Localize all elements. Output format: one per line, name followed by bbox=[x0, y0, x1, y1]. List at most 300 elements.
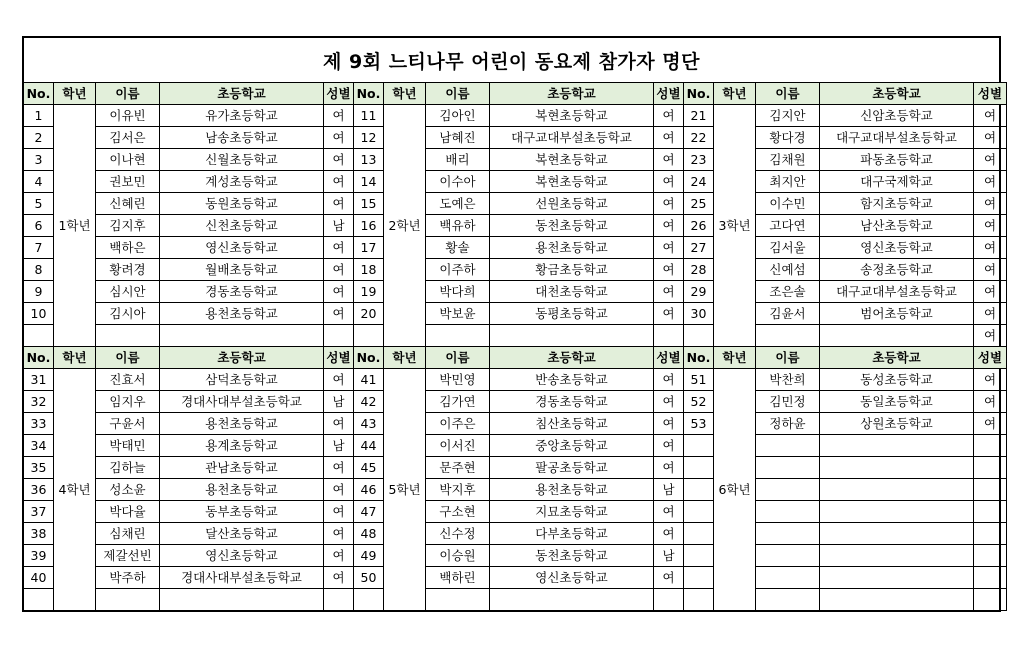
participant-gender: 여 bbox=[654, 237, 684, 259]
participant-school: 동천초등학교 bbox=[490, 545, 654, 567]
table-row bbox=[24, 259, 1007, 281]
participant-name: 박주하 bbox=[96, 567, 160, 589]
participant-no: 43 bbox=[354, 413, 384, 435]
participant-school: 상원초등학교 bbox=[820, 413, 974, 435]
table-row bbox=[24, 567, 1007, 589]
participant-school: 영신초등학교 bbox=[160, 545, 324, 567]
participant-gender: 여 bbox=[654, 457, 684, 479]
participant-school: 신월초등학교 bbox=[160, 149, 324, 171]
table-row bbox=[24, 369, 1007, 391]
participant-name: 배리 bbox=[426, 149, 490, 171]
participant-school: 복현초등학교 bbox=[490, 149, 654, 171]
participant-school: 유가초등학교 bbox=[160, 105, 324, 127]
participant-name: 김시아 bbox=[96, 303, 160, 325]
participant-no: 14 bbox=[354, 171, 384, 193]
participant-name bbox=[756, 457, 820, 479]
participant-name: 김지안 bbox=[756, 105, 820, 127]
header-school: 초등학교 bbox=[490, 347, 654, 369]
participant-no: 41 bbox=[354, 369, 384, 391]
participant-gender: 여 bbox=[324, 369, 354, 391]
participant-school: 경대사대부설초등학교 bbox=[160, 391, 324, 413]
participant-gender: 여 bbox=[324, 545, 354, 567]
participant-gender: 여 bbox=[324, 105, 354, 127]
participant-no: 10 bbox=[24, 303, 54, 325]
participant-school bbox=[160, 325, 324, 347]
participant-gender: 여 bbox=[324, 413, 354, 435]
participant-gender: 여 bbox=[324, 479, 354, 501]
participant-gender: 여 bbox=[974, 237, 1007, 259]
table-row bbox=[24, 281, 1007, 303]
page-title: 제 9회 느티나무 어린이 동요제 참가자 명단 bbox=[323, 50, 700, 73]
participant-name: 이수민 bbox=[756, 193, 820, 215]
table-row bbox=[24, 171, 1007, 193]
participant-school: 침산초등학교 bbox=[490, 413, 654, 435]
participant-school: 경동초등학교 bbox=[490, 391, 654, 413]
participant-no bbox=[684, 457, 714, 479]
participant-school: 동천초등학교 bbox=[490, 215, 654, 237]
participant-no: 9 bbox=[24, 281, 54, 303]
header-no: No. bbox=[684, 83, 714, 105]
participant-name bbox=[96, 589, 160, 611]
participant-school bbox=[820, 567, 974, 589]
participant-school: 동부초등학교 bbox=[160, 501, 324, 523]
participant-school: 송정초등학교 bbox=[820, 259, 974, 281]
participant-no bbox=[354, 589, 384, 611]
participant-no: 31 bbox=[24, 369, 54, 391]
participant-gender bbox=[324, 589, 354, 611]
participant-school: 삼덕초등학교 bbox=[160, 369, 324, 391]
participant-no: 1 bbox=[24, 105, 54, 127]
participant-name: 구소현 bbox=[426, 501, 490, 523]
participant-name bbox=[756, 545, 820, 567]
participant-no: 2 bbox=[24, 127, 54, 149]
participant-school: 남송초등학교 bbox=[160, 127, 324, 149]
participant-no: 45 bbox=[354, 457, 384, 479]
participant-gender: 남 bbox=[324, 391, 354, 413]
participant-gender bbox=[974, 457, 1007, 479]
participant-gender: 여 bbox=[324, 523, 354, 545]
participant-no: 36 bbox=[24, 479, 54, 501]
participant-gender: 남 bbox=[654, 545, 684, 567]
participant-school: 용천초등학교 bbox=[160, 479, 324, 501]
participant-gender: 여 bbox=[974, 325, 1007, 347]
participant-name: 이승원 bbox=[426, 545, 490, 567]
participant-name bbox=[756, 435, 820, 457]
header-grade: 학년 bbox=[714, 347, 756, 369]
participant-gender: 여 bbox=[654, 281, 684, 303]
participant-name: 박다율 bbox=[96, 501, 160, 523]
header-grade: 학년 bbox=[384, 347, 426, 369]
participant-no: 39 bbox=[24, 545, 54, 567]
participant-gender: 남 bbox=[324, 435, 354, 457]
header-grade: 학년 bbox=[714, 83, 756, 105]
participant-gender bbox=[974, 523, 1007, 545]
participant-gender: 여 bbox=[324, 237, 354, 259]
participant-gender: 여 bbox=[654, 171, 684, 193]
participant-name bbox=[756, 325, 820, 347]
participant-name: 구윤서 bbox=[96, 413, 160, 435]
participant-gender bbox=[974, 545, 1007, 567]
header-gender: 성별 bbox=[654, 83, 684, 105]
header-row bbox=[24, 83, 1007, 105]
participant-school: 대천초등학교 bbox=[490, 281, 654, 303]
participant-no: 50 bbox=[354, 567, 384, 589]
participant-school: 동성초등학교 bbox=[820, 369, 974, 391]
participant-gender: 여 bbox=[654, 149, 684, 171]
participant-no: 40 bbox=[24, 567, 54, 589]
participant-no: 32 bbox=[24, 391, 54, 413]
participant-no: 28 bbox=[684, 259, 714, 281]
table-row bbox=[24, 303, 1007, 325]
participant-no: 15 bbox=[354, 193, 384, 215]
participant-gender: 여 bbox=[974, 149, 1007, 171]
header-row bbox=[24, 347, 1007, 369]
participant-name bbox=[426, 325, 490, 347]
participant-gender: 여 bbox=[324, 149, 354, 171]
table-row bbox=[24, 237, 1007, 259]
participant-no: 23 bbox=[684, 149, 714, 171]
participant-gender: 여 bbox=[654, 105, 684, 127]
participant-school: 파동초등학교 bbox=[820, 149, 974, 171]
participant-school: 경동초등학교 bbox=[160, 281, 324, 303]
participant-name: 이주은 bbox=[426, 413, 490, 435]
header-grade: 학년 bbox=[384, 83, 426, 105]
roster-table-bottom bbox=[23, 346, 1007, 611]
participant-school bbox=[490, 589, 654, 611]
participant-name: 신혜린 bbox=[96, 193, 160, 215]
participant-no: 49 bbox=[354, 545, 384, 567]
participant-gender: 여 bbox=[324, 171, 354, 193]
grade-label: 2학년 bbox=[384, 105, 426, 347]
table-row bbox=[24, 105, 1007, 127]
participant-no bbox=[24, 325, 54, 347]
participant-no: 25 bbox=[684, 193, 714, 215]
header-school: 초등학교 bbox=[490, 83, 654, 105]
participant-gender: 여 bbox=[324, 127, 354, 149]
participant-no: 6 bbox=[24, 215, 54, 237]
participant-no: 29 bbox=[684, 281, 714, 303]
participant-no: 7 bbox=[24, 237, 54, 259]
participant-name: 박지후 bbox=[426, 479, 490, 501]
participant-no: 27 bbox=[684, 237, 714, 259]
header-no: No. bbox=[684, 347, 714, 369]
participant-name: 이유빈 bbox=[96, 105, 160, 127]
header-grade: 학년 bbox=[54, 347, 96, 369]
participant-school bbox=[820, 501, 974, 523]
participant-name: 이수아 bbox=[426, 171, 490, 193]
header-no: No. bbox=[354, 83, 384, 105]
table-row bbox=[24, 479, 1007, 501]
participant-gender: 여 bbox=[654, 259, 684, 281]
table-row bbox=[24, 435, 1007, 457]
participant-gender bbox=[974, 501, 1007, 523]
participant-no bbox=[684, 501, 714, 523]
participant-school: 중앙초등학교 bbox=[490, 435, 654, 457]
participant-gender: 여 bbox=[654, 501, 684, 523]
participant-gender bbox=[324, 325, 354, 347]
header-gender: 성별 bbox=[974, 83, 1007, 105]
participant-name bbox=[426, 589, 490, 611]
participant-no bbox=[684, 435, 714, 457]
participant-school: 용천초등학교 bbox=[160, 413, 324, 435]
participant-name: 박태민 bbox=[96, 435, 160, 457]
table-row bbox=[24, 391, 1007, 413]
participant-school: 계성초등학교 bbox=[160, 171, 324, 193]
participant-school bbox=[160, 589, 324, 611]
participant-no: 24 bbox=[684, 171, 714, 193]
participant-school: 달산초등학교 bbox=[160, 523, 324, 545]
header-no: No. bbox=[24, 347, 54, 369]
participant-name: 황솔 bbox=[426, 237, 490, 259]
table-row bbox=[24, 149, 1007, 171]
participant-name: 남혜진 bbox=[426, 127, 490, 149]
participant-no bbox=[24, 589, 54, 611]
participant-gender: 여 bbox=[974, 281, 1007, 303]
participant-no: 12 bbox=[354, 127, 384, 149]
participant-no: 47 bbox=[354, 501, 384, 523]
participant-no: 52 bbox=[684, 391, 714, 413]
participant-school: 동원초등학교 bbox=[160, 193, 324, 215]
grade-label: 5학년 bbox=[384, 369, 426, 611]
table-row bbox=[24, 501, 1007, 523]
header-gender: 성별 bbox=[324, 347, 354, 369]
table-row bbox=[24, 545, 1007, 567]
participant-name: 김하늘 bbox=[96, 457, 160, 479]
participant-gender bbox=[974, 567, 1007, 589]
participant-gender: 여 bbox=[654, 413, 684, 435]
header-name: 이름 bbox=[426, 83, 490, 105]
participant-no: 17 bbox=[354, 237, 384, 259]
participant-no: 35 bbox=[24, 457, 54, 479]
participant-school: 복현초등학교 bbox=[490, 171, 654, 193]
participant-no: 21 bbox=[684, 105, 714, 127]
participant-no: 44 bbox=[354, 435, 384, 457]
header-gender: 성별 bbox=[974, 347, 1007, 369]
participant-no bbox=[684, 589, 714, 611]
participant-name bbox=[756, 479, 820, 501]
participant-name: 백하은 bbox=[96, 237, 160, 259]
participant-school: 복현초등학교 bbox=[490, 105, 654, 127]
header-no: No. bbox=[24, 83, 54, 105]
participant-no: 38 bbox=[24, 523, 54, 545]
participant-gender: 여 bbox=[654, 369, 684, 391]
table-row bbox=[24, 457, 1007, 479]
participant-gender: 여 bbox=[654, 215, 684, 237]
participant-no: 18 bbox=[354, 259, 384, 281]
participant-gender: 여 bbox=[324, 193, 354, 215]
participant-no: 26 bbox=[684, 215, 714, 237]
participant-name: 김가연 bbox=[426, 391, 490, 413]
participant-gender: 여 bbox=[974, 259, 1007, 281]
participant-no: 19 bbox=[354, 281, 384, 303]
participant-gender: 여 bbox=[974, 105, 1007, 127]
participant-no: 53 bbox=[684, 413, 714, 435]
participant-school: 용천초등학교 bbox=[490, 479, 654, 501]
participant-school bbox=[490, 325, 654, 347]
header-name: 이름 bbox=[756, 347, 820, 369]
participant-no: 30 bbox=[684, 303, 714, 325]
header-no: No. bbox=[354, 347, 384, 369]
participant-school: 용천초등학교 bbox=[160, 303, 324, 325]
participant-no: 46 bbox=[354, 479, 384, 501]
table-row bbox=[24, 589, 1007, 611]
participant-name: 김아인 bbox=[426, 105, 490, 127]
participant-school: 신암초등학교 bbox=[820, 105, 974, 127]
participant-gender: 남 bbox=[324, 215, 354, 237]
participant-gender: 여 bbox=[324, 567, 354, 589]
participant-gender: 여 bbox=[974, 303, 1007, 325]
participant-school: 대구교대부설초등학교 bbox=[820, 127, 974, 149]
table-row bbox=[24, 127, 1007, 149]
participant-gender bbox=[974, 435, 1007, 457]
participant-gender: 여 bbox=[324, 303, 354, 325]
participant-school: 경대사대부설초등학교 bbox=[160, 567, 324, 589]
participant-name: 심시안 bbox=[96, 281, 160, 303]
participant-name: 백유하 bbox=[426, 215, 490, 237]
header-gender: 성별 bbox=[324, 83, 354, 105]
participant-name: 신예섬 bbox=[756, 259, 820, 281]
participant-school: 용천초등학교 bbox=[490, 237, 654, 259]
participant-name bbox=[756, 523, 820, 545]
header-gender: 성별 bbox=[654, 347, 684, 369]
participant-name: 박보윤 bbox=[426, 303, 490, 325]
participant-school: 월배초등학교 bbox=[160, 259, 324, 281]
participant-no bbox=[684, 325, 714, 347]
participant-name: 김민정 bbox=[756, 391, 820, 413]
participant-school: 지묘초등학교 bbox=[490, 501, 654, 523]
participant-no: 42 bbox=[354, 391, 384, 413]
participant-school bbox=[820, 479, 974, 501]
participant-gender: 남 bbox=[654, 479, 684, 501]
participant-gender: 여 bbox=[324, 457, 354, 479]
participant-name: 제갈선빈 bbox=[96, 545, 160, 567]
participant-no: 3 bbox=[24, 149, 54, 171]
participant-school: 영신초등학교 bbox=[820, 237, 974, 259]
participant-name: 김지후 bbox=[96, 215, 160, 237]
participant-name: 박찬희 bbox=[756, 369, 820, 391]
participant-no: 48 bbox=[354, 523, 384, 545]
header-name: 이름 bbox=[426, 347, 490, 369]
participant-school: 반송초등학교 bbox=[490, 369, 654, 391]
participant-name: 김서울 bbox=[756, 237, 820, 259]
participant-school: 황금초등학교 bbox=[490, 259, 654, 281]
header-school: 초등학교 bbox=[820, 83, 974, 105]
participant-school: 관남초등학교 bbox=[160, 457, 324, 479]
header-grade: 학년 bbox=[54, 83, 96, 105]
participant-gender: 여 bbox=[654, 435, 684, 457]
participant-gender bbox=[654, 589, 684, 611]
header-name: 이름 bbox=[96, 83, 160, 105]
header-name: 이름 bbox=[96, 347, 160, 369]
participant-no: 22 bbox=[684, 127, 714, 149]
participant-no bbox=[684, 523, 714, 545]
participant-no: 4 bbox=[24, 171, 54, 193]
participant-name bbox=[756, 567, 820, 589]
grade-label: 6학년 bbox=[714, 369, 756, 611]
participant-no: 5 bbox=[24, 193, 54, 215]
participant-no bbox=[684, 479, 714, 501]
roster-sheet bbox=[22, 36, 1001, 612]
participant-no: 20 bbox=[354, 303, 384, 325]
participant-gender: 여 bbox=[654, 303, 684, 325]
header-name: 이름 bbox=[756, 83, 820, 105]
participant-no bbox=[684, 567, 714, 589]
participant-school: 팔공초등학교 bbox=[490, 457, 654, 479]
participant-gender: 여 bbox=[974, 193, 1007, 215]
participant-name: 박다희 bbox=[426, 281, 490, 303]
table-row bbox=[24, 413, 1007, 435]
participant-name: 최지안 bbox=[756, 171, 820, 193]
participant-gender: 여 bbox=[974, 413, 1007, 435]
participant-no: 33 bbox=[24, 413, 54, 435]
participant-name: 진효서 bbox=[96, 369, 160, 391]
participant-school: 동일초등학교 bbox=[820, 391, 974, 413]
participant-name bbox=[96, 325, 160, 347]
participant-school: 영신초등학교 bbox=[490, 567, 654, 589]
participant-name: 황다경 bbox=[756, 127, 820, 149]
table-row bbox=[24, 215, 1007, 237]
participant-gender: 여 bbox=[974, 369, 1007, 391]
participant-gender: 여 bbox=[324, 501, 354, 523]
participant-name: 이서진 bbox=[426, 435, 490, 457]
participant-gender bbox=[974, 589, 1007, 611]
header-school: 초등학교 bbox=[160, 83, 324, 105]
participant-name: 도예은 bbox=[426, 193, 490, 215]
participant-school: 신천초등학교 bbox=[160, 215, 324, 237]
participant-name: 신수정 bbox=[426, 523, 490, 545]
participant-school: 선원초등학교 bbox=[490, 193, 654, 215]
participant-school bbox=[820, 435, 974, 457]
table-row bbox=[24, 193, 1007, 215]
participant-name: 김채원 bbox=[756, 149, 820, 171]
participant-gender: 여 bbox=[974, 391, 1007, 413]
participant-gender: 여 bbox=[654, 523, 684, 545]
participant-school bbox=[820, 457, 974, 479]
participant-school: 동평초등학교 bbox=[490, 303, 654, 325]
participant-no: 16 bbox=[354, 215, 384, 237]
participant-gender: 여 bbox=[324, 281, 354, 303]
participant-school bbox=[820, 325, 974, 347]
participant-name: 임지우 bbox=[96, 391, 160, 413]
participant-school bbox=[820, 523, 974, 545]
participant-name: 문주현 bbox=[426, 457, 490, 479]
participant-name: 백하린 bbox=[426, 567, 490, 589]
participant-school bbox=[820, 589, 974, 611]
participant-name: 조은솔 bbox=[756, 281, 820, 303]
participant-gender: 여 bbox=[974, 215, 1007, 237]
participant-name bbox=[756, 501, 820, 523]
participant-no: 37 bbox=[24, 501, 54, 523]
participant-no: 13 bbox=[354, 149, 384, 171]
participant-no: 11 bbox=[354, 105, 384, 127]
participant-no bbox=[354, 325, 384, 347]
participant-gender: 여 bbox=[974, 171, 1007, 193]
participant-school: 대구국제학교 bbox=[820, 171, 974, 193]
participant-gender: 여 bbox=[324, 259, 354, 281]
participant-no: 8 bbox=[24, 259, 54, 281]
participant-school: 용계초등학교 bbox=[160, 435, 324, 457]
participant-name bbox=[756, 589, 820, 611]
participant-gender: 여 bbox=[974, 127, 1007, 149]
participant-name: 황려경 bbox=[96, 259, 160, 281]
participant-no: 34 bbox=[24, 435, 54, 457]
participant-no bbox=[684, 545, 714, 567]
roster-table-top bbox=[23, 82, 1007, 347]
participant-name: 이나현 bbox=[96, 149, 160, 171]
participant-school: 영신초등학교 bbox=[160, 237, 324, 259]
participant-school: 범어초등학교 bbox=[820, 303, 974, 325]
participant-gender: 여 bbox=[654, 127, 684, 149]
